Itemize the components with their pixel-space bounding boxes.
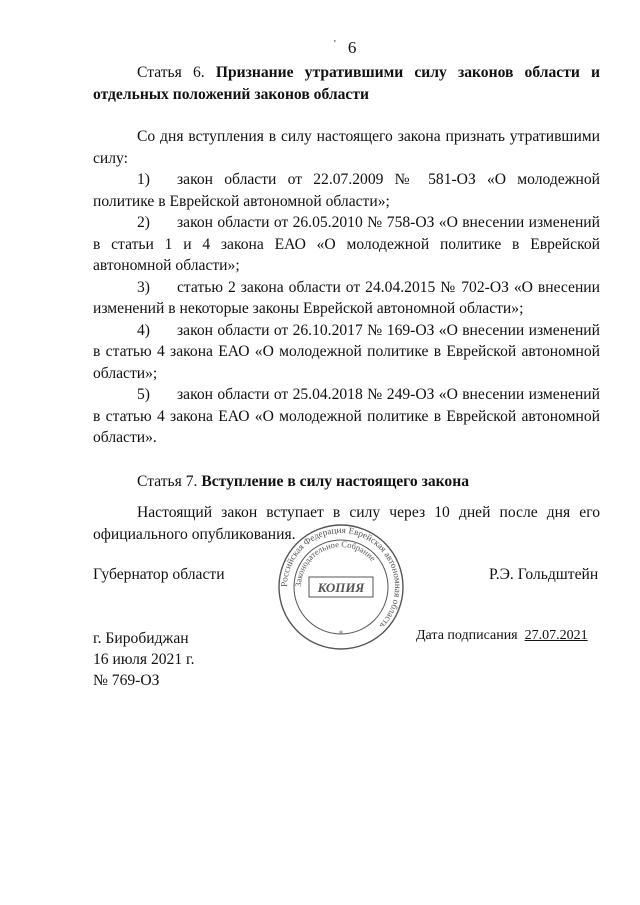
page-number — [334, 38, 356, 58]
article-7-heading — [93, 471, 600, 493]
stamp-center-text: КОПИЯ — [317, 580, 365, 595]
article-6-heading — [93, 62, 600, 105]
stamp-star-icon: * — [339, 629, 343, 638]
signing-date-block — [416, 628, 588, 644]
list-item: 2) закон области от 26.05.2010 № 758-ОЗ «О внесении изменений в статьи 1 и 4 закона ЕАО «О молодежной политике в Еврейской автономной области»; — [93, 214, 600, 274]
list-item: 3) статью 2 закона области от 24.04.2015 № 702-ОЗ «О внесении изменений в некоторые законы Еврейской автономной области»; — [93, 278, 600, 317]
article-6-prefix: Статья 6. — [137, 64, 216, 81]
list-item: 1) закон области от 22.07.2009 № 581-ОЗ «О молодежной политике в Еврейской автономной области»; — [93, 171, 600, 210]
list-item: 4) закон области от 26.10.2017 № 169-ОЗ «О внесении изменений в статью 4 закона ЕАО «О молодежной политике в Еврейской автономной области»; — [93, 321, 600, 382]
stamp-inner-text: Законодательное Собрание — [292, 538, 378, 588]
signing-place-block — [93, 628, 195, 691]
stamp-outer-text: Российская Федерация Еврейская автономная область — [278, 524, 404, 631]
page-mark: ' — [334, 39, 336, 50]
list-item: 5) закон области от 25.04.2018 № 249-ОЗ «О внесении изменений в статью 4 закона ЕАО «О молодежной политике в Еврейской автономной области». — [93, 386, 600, 446]
article-7-text: Настоящий закон вступает в силу через 10 дней после дня его официального опубликования. — [93, 504, 600, 543]
article-6-title: Признание утратившими силу законов области и отдельных положений законов области — [93, 64, 600, 103]
document-body — [93, 62, 600, 545]
article-6-intro: Со дня вступления в силу настоящего закона признать утратившими силу: — [93, 128, 600, 167]
article-7-prefix: Статья 7. — [137, 472, 202, 490]
signing-date-label: Дата подписания — [416, 628, 518, 643]
governor-label: Губернатор области — [93, 566, 225, 583]
page-number-value: 6 — [347, 38, 357, 57]
law-date: 16 июля 2021 г. — [93, 651, 195, 668]
article-7-title: Вступление в силу настоящего закона — [201, 472, 469, 490]
governor-name: Р.Э. Гольдштейн — [489, 566, 599, 583]
signing-date-value: 27.07.2021 — [524, 628, 588, 643]
law-number: № 769-ОЗ — [93, 672, 160, 689]
copy-stamp — [276, 522, 406, 652]
city: г. Биробиджан — [93, 630, 189, 647]
